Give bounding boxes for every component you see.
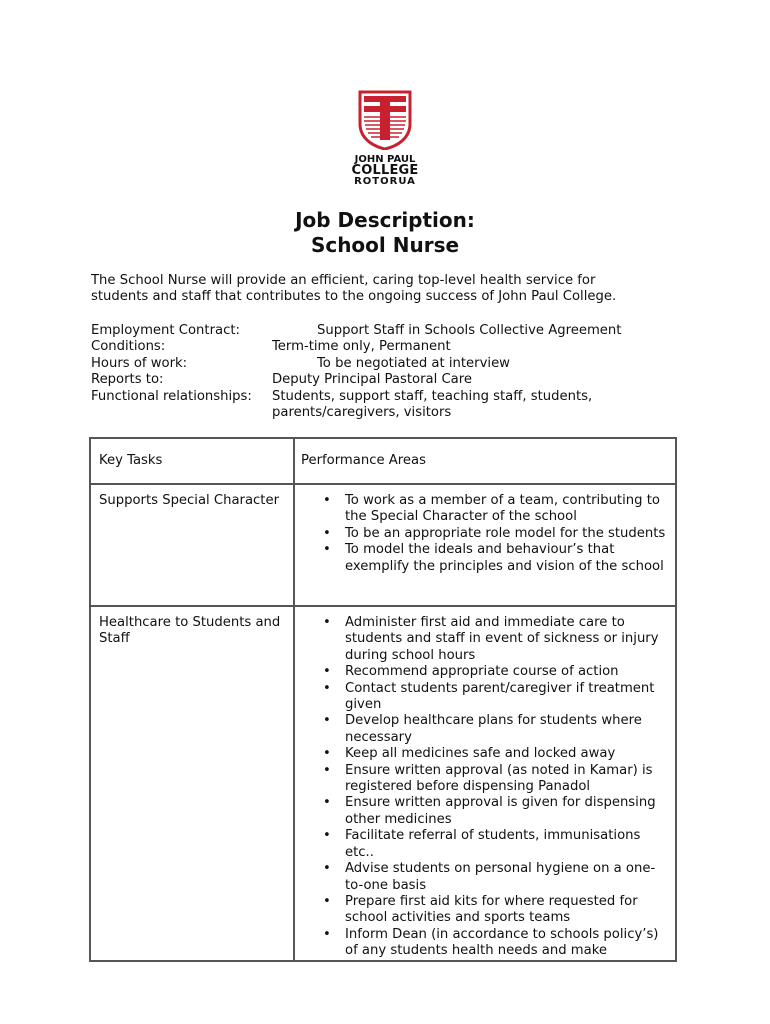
list-item: • To model the ideals and behaviour’s that exemplify the principles and vision of the school [345, 542, 669, 575]
logo-line-2: COLLEGE [351, 163, 419, 178]
logo-line-3: ROTORUA [354, 176, 416, 187]
list-item: • Ensure written approval (as noted in Kamar) is registered before dispensing Panadol [345, 763, 669, 796]
detail-label: Employment Contract: [91, 323, 240, 338]
title-line-2: School Nurse [310, 233, 460, 257]
list-item: • Keep all medicines safe and locked away [345, 746, 669, 762]
table-row [90, 606, 676, 961]
detail-row-contract [91, 323, 691, 339]
table-header-row [90, 438, 676, 484]
detail-row-relationships [91, 389, 691, 422]
performance-list [301, 493, 669, 575]
detail-value: Students, support staff, teaching staff, students, [272, 388, 593, 404]
list-item: • Facilitate referral of students, immunisations etc.. [345, 828, 669, 861]
logo-line-1: JOHN PAUL [354, 154, 416, 165]
detail-value: Support Staff in Schools Collective Agreement [317, 323, 622, 338]
details-list [91, 323, 691, 421]
detail-value: Term-time only, Permanent [272, 339, 451, 355]
key-task-cell: Healthcare to Students and Staff [90, 606, 294, 961]
page-title [0, 208, 770, 258]
list-item: • To work as a member of a team, contributing to the Special Character of the school [345, 493, 669, 526]
detail-row-hours [91, 356, 691, 372]
tasks-table [89, 437, 677, 962]
list-item: • Prepare first aid kits for where requested for school activities and sports teams [345, 894, 669, 927]
title-line-1: Job Description: [295, 208, 475, 232]
list-item: • Advise students on personal hygiene on a one-to-one basis [345, 861, 669, 894]
list-item: • To be an appropriate role model for the students [345, 526, 669, 542]
detail-value: Deputy Principal Pastoral Care [272, 372, 472, 388]
intro-line-1: The School Nurse will provide an efficient, caring top-level health service for [91, 273, 596, 288]
header-key-tasks: Key Tasks [90, 438, 294, 484]
college-crest-icon [358, 90, 412, 150]
intro-line-2: students and staff that contributes to the ongoing success of John Paul College. [91, 289, 617, 305]
detail-label: Reports to: [91, 372, 164, 388]
college-logo [340, 90, 430, 190]
detail-label: Functional relationships: [91, 388, 252, 404]
list-item: • Ensure written approval is given for dispensing other medicines [345, 795, 669, 828]
intro-paragraph [91, 273, 691, 306]
header-performance-areas: Performance Areas [294, 438, 676, 484]
key-task-cell: Supports Special Character [90, 484, 294, 606]
detail-label: Conditions: [91, 339, 166, 355]
list-item: • Administer first aid and immediate care to students and staff in event of sickness or injury during school hours [345, 615, 669, 664]
list-item: • Develop healthcare plans for students where necessary [345, 713, 669, 746]
detail-row-reports [91, 372, 691, 388]
detail-value-cont: parents/caregivers, visitors [272, 405, 452, 421]
performance-cell [294, 606, 676, 961]
list-item: • Inform Dean (in accordance to schools policy’s) of any students health needs and make [345, 927, 669, 960]
detail-row-conditions [91, 339, 691, 355]
performance-cell [294, 484, 676, 606]
performance-list [301, 615, 669, 960]
list-item: • Recommend appropriate course of action [345, 664, 669, 680]
list-item: • Contact students parent/caregiver if treatment given [345, 681, 669, 714]
detail-label: Hours of work: [91, 355, 188, 371]
detail-value: To be negotiated at interview [317, 355, 510, 371]
table-row [90, 484, 676, 606]
